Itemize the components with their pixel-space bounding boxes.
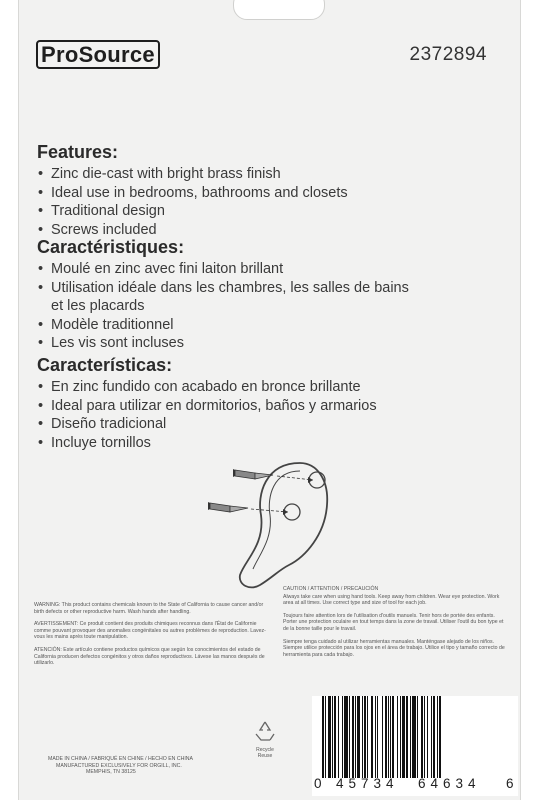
recycle-label: Recycle xyxy=(256,747,274,753)
manufacturer-line: MANUFACTURED EXCLUSIVELY FOR ORGILL, INC. xyxy=(56,762,182,769)
hang-hole xyxy=(233,0,325,20)
caution-en: Always take care when using hand tools. Keep away from children. Wear eye protection. Work area at all times. Use correct type and size of tool for each job. xyxy=(283,593,500,607)
screw-bottom-icon xyxy=(208,502,288,515)
features-en-title: Features: xyxy=(37,142,119,162)
caution-es: Siempre tenga cuidado al utilizar herramientas manuales. Manténgase alejado de los niños. Siempre utilice protección para los ojos en el área de trabajo. Utilice el tipo y tamaño correcto de herramienta para cada trabajo. xyxy=(283,638,505,658)
features-es-title: Características: xyxy=(37,355,173,375)
manufacturer-info xyxy=(48,756,208,776)
warning-es: ATENCIÓN: Este artículo contiene productos químicos que según los conocimientos del estado de California producen defectos congénitos y otros daños reproductivos. Lávese las manos después de utilizarlo. xyxy=(34,646,265,667)
feature-item: • Diseño tradicional xyxy=(37,415,477,434)
sku-number: 2372894 xyxy=(409,44,487,65)
feature-item: • Les vis sont incluses xyxy=(37,334,477,353)
caution-fr: Toujours faire attention lors de l'utilisation d'outils manuels. Tenir hors de portée des enfants. Porter une protection oculaire en tout temps dans la zone de travail. Utiliser l'outil du bon type et de la bonne taille pour le travail. xyxy=(283,612,504,632)
feature-item: • En zinc fundido con acabado en bronce brillante xyxy=(37,378,477,397)
brand-name: ProSource xyxy=(36,40,160,69)
upc-barcode xyxy=(312,696,518,796)
screw-top-icon xyxy=(233,469,313,483)
features-en xyxy=(37,142,477,239)
barcode-group-right: 64634 xyxy=(418,776,481,791)
caution-title: CAUTION / ATTENTION / PRECAUCIÓN xyxy=(283,586,379,592)
warning-fr: AVERTISSEMENT: Ce produit contient des produits chimiques reconnus dans l'État de Californie comme pouvant provoquer des anomalies congénitales ou autres problèmes de reproduction. Lavez-vous les mains après toute manipulation. xyxy=(34,621,266,641)
warning-en: WARNING: This product contains chemicals known to the State of California to cause cancer and/or birth defects or other reproductive harm. Wash hands after handling. xyxy=(34,602,264,615)
hook-installation-diagram xyxy=(205,455,365,595)
recycle-icon xyxy=(252,720,278,742)
features-fr-title: Caractéristiques: xyxy=(37,237,185,257)
reuse-label: Reuse xyxy=(257,753,273,759)
origin-line: MADE IN CHINA / FABRIQUÉ EN CHINE / HECHO EN CHINA xyxy=(48,756,193,762)
brand-logo xyxy=(36,42,161,70)
feature-item: • Utilisation idéale dans les chambres, les salles de bains et les placards xyxy=(37,279,411,316)
feature-item: • Modèle traditionnel xyxy=(37,316,477,335)
address-line: MEMPHIS, TN 38125 xyxy=(86,769,136,776)
feature-item: • Incluye tornillos xyxy=(37,434,477,453)
feature-item: • Screws included xyxy=(37,221,477,240)
features-fr xyxy=(37,237,477,353)
barcode-bar xyxy=(439,696,441,778)
caution-block xyxy=(283,586,505,664)
features-es xyxy=(37,355,477,452)
feature-item: • Moulé en zinc avec fini laiton brillant xyxy=(37,260,477,279)
warning-block xyxy=(34,602,272,673)
feature-item: • Zinc die-cast with bright brass finish xyxy=(37,165,477,184)
barcode-bars xyxy=(322,696,508,778)
barcode-digit-first: 0 xyxy=(314,776,322,791)
feature-item: • Ideal use in bedrooms, bathrooms and closets xyxy=(37,184,477,203)
feature-item: • Ideal para utilizar en dormitorios, baños y armarios xyxy=(37,397,477,416)
barcode-digit-last: 6 xyxy=(506,776,514,791)
feature-item: • Traditional design xyxy=(37,202,477,221)
barcode-group-left: 45734 xyxy=(336,776,399,791)
recycle-logo xyxy=(248,720,282,759)
